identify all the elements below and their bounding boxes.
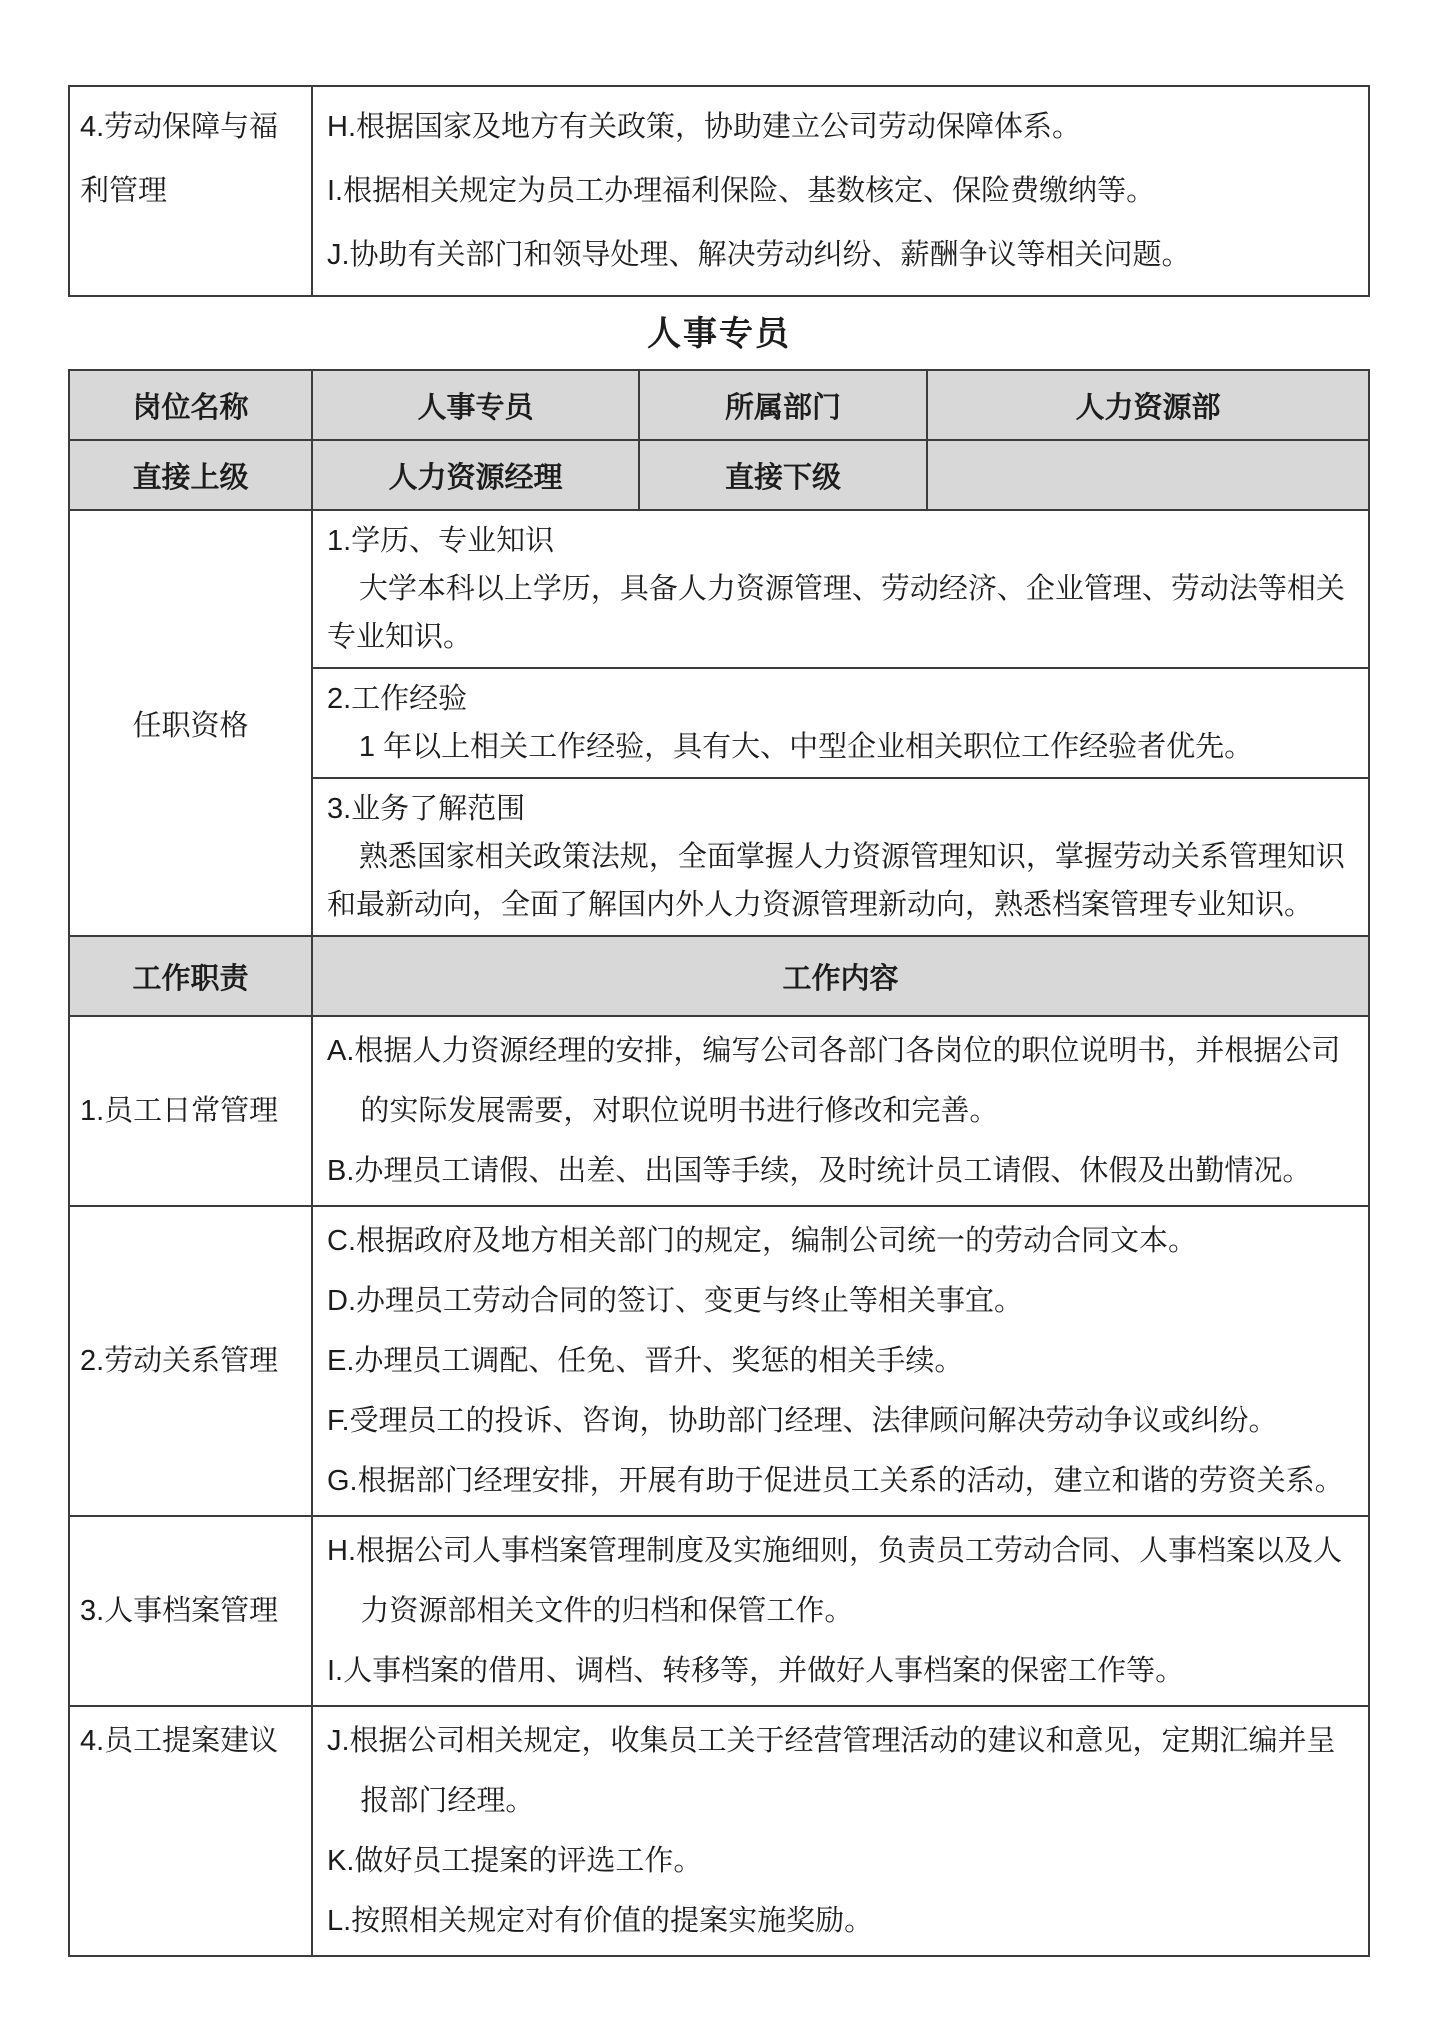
welfare-row (70, 87, 1368, 295)
duty-item: G.根据部门经理安排，开展有助于促进员工关系的活动，建立和谐的劳资关系。 (327, 1465, 1344, 1497)
page-title: 人事专员 (647, 315, 791, 353)
qualification-heading: 2.工作经验 (327, 683, 468, 715)
duty-item: C.根据政府及地方相关部门的规定，编制公司统一的劳动合同文本。 (327, 1225, 1198, 1257)
qualifications-label: 任职资格 (132, 709, 249, 742)
qualifications-content (311, 511, 1368, 935)
duty-label: 3.人事档案管理 (80, 1595, 279, 1627)
qualification-heading: 1.学历、专业知识 (327, 525, 555, 557)
direct-subordinate-value (926, 441, 1368, 509)
duty-item: A.根据人力资源经理的安排，编写公司各部门各岗位的职位说明书，并根据公司的实际发展需要，对职位说明书进行修改和完善。 (327, 1035, 1341, 1127)
qualification-section-experience (313, 667, 1368, 777)
duty-label: 1.员工日常管理 (80, 1095, 279, 1127)
duty-items (311, 1517, 1368, 1705)
welfare-item: I.根据相关规定为员工办理福利保险、基数核定、保险费缴纳等。 (327, 175, 1156, 207)
duty-row-employee-proposals (70, 1705, 1368, 1955)
duty-item: F.受理员工的投诉、咨询，协助部门经理、法律顾问解决劳动争议或纠纷。 (327, 1405, 1278, 1437)
duty-items (311, 1017, 1368, 1205)
welfare-row-content (311, 87, 1368, 295)
qualification-section-education (313, 511, 1368, 667)
welfare-management-table (68, 85, 1370, 297)
department-value: 人力资源部 (926, 371, 1368, 439)
qualification-section-knowledge (313, 777, 1368, 935)
duty-item: B.办理员工请假、出差、出国等手续，及时统计员工请假、休假及出勤情况。 (327, 1155, 1312, 1187)
duty-item: H.根据公司人事档案管理制度及实施细则，负责员工劳动合同、人事档案以及人力资源部相关文件的归档和保管工作。 (327, 1535, 1343, 1627)
duty-row-daily-management (70, 1015, 1368, 1205)
duty-row-personnel-files (70, 1515, 1368, 1705)
duty-label: 2.劳动关系管理 (80, 1345, 279, 1377)
duty-item: E.办理员工调配、任免、晋升、奖惩的相关手续。 (327, 1345, 964, 1377)
duty-item: D.办理员工劳动合同的签订、变更与终止等相关事宜。 (327, 1285, 1024, 1317)
qualification-body: 1 年以上相关工作经验，具有大、中型企业相关职位工作经验者优先。 (358, 731, 1254, 763)
direct-subordinate-label: 直接下级 (638, 441, 926, 509)
welfare-item: J.协助有关部门和领导处理、解决劳动纠纷、薪酬争议等相关问题。 (327, 239, 1191, 271)
position-name-value: 人事专员 (311, 371, 638, 439)
duty-label: 4.员工提案建议 (80, 1725, 279, 1757)
department-label: 所属部门 (638, 371, 926, 439)
duty-items (311, 1207, 1368, 1515)
duties-header-responsibility: 工作职责 (132, 962, 249, 995)
qualifications-row (70, 509, 1368, 935)
duties-header-row (70, 935, 1368, 1015)
duty-item: K.做好员工提案的评选工作。 (327, 1845, 703, 1877)
info-row-reporting (70, 439, 1368, 509)
direct-superior-label: 直接上级 (132, 461, 249, 494)
welfare-item: H.根据国家及地方有关政策，协助建立公司劳动保障体系。 (327, 111, 1082, 143)
duty-item: L.按照相关规定对有价值的提案实施奖励。 (327, 1905, 874, 1937)
duty-item: J.根据公司相关规定，收集员工关于经营管理活动的建议和意见，定期汇编并呈报部门经理。 (327, 1725, 1336, 1817)
job-description-table (68, 369, 1370, 1957)
welfare-row-label: 4.劳动保障与福利管理 (80, 111, 279, 207)
info-row-position (70, 371, 1368, 439)
position-name-label: 岗位名称 (132, 391, 249, 424)
direct-superior-value: 人力资源经理 (311, 441, 638, 509)
duty-item: I.人事档案的借用、调档、转移等，并做好人事档案的保密工作等。 (327, 1655, 1185, 1687)
duty-row-labor-relations (70, 1205, 1368, 1515)
qualification-body: 熟悉国家相关政策法规，全面掌握人力资源管理知识，掌握劳动关系管理知识和最新动向，全面了解国内外人力资源管理新动向，熟悉档案管理专业知识。 (327, 841, 1345, 921)
duties-header-content: 工作内容 (311, 937, 1368, 1015)
qualification-heading: 3.业务了解范围 (327, 793, 526, 825)
qualification-body: 大学本科以上学历，具备人力资源管理、劳动经济、企业管理、劳动法等相关专业知识。 (327, 573, 1345, 653)
duty-items (311, 1707, 1368, 1955)
